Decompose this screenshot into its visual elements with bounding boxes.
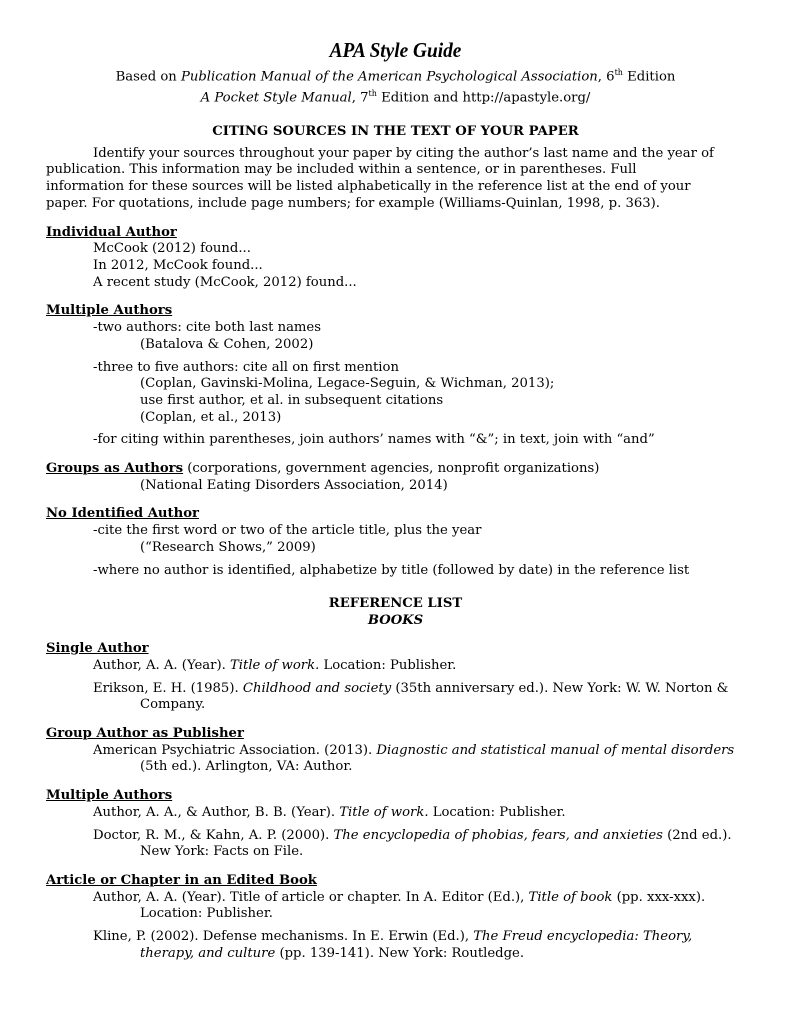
ref-text: (2nd ed.). New York: Facts on File.: [140, 827, 732, 860]
subtitle-text: , 6: [597, 69, 615, 85]
example-line: In 2012, McCook found...: [93, 258, 263, 273]
books-heading: BOOKS: [367, 613, 424, 629]
rule-line: -for citing within parentheses, join authors’ names with “&”; in text, join with “and”: [93, 432, 655, 448]
subtitle-line-2: [46, 86, 745, 107]
ref-text: Kline, P. (2002). Defense mechanisms. In E. Erwin (Ed.),: [93, 929, 474, 945]
ordinal-suffix: th: [368, 88, 377, 98]
ref-text: Location: Publisher.: [319, 657, 457, 673]
rule-line: -cite the first word or two of the article title, plus the year: [93, 523, 482, 539]
reference-entry: [46, 681, 745, 714]
groups-line: [46, 461, 745, 478]
intro-line: information for these sources will be listed alphabetically in the reference list at the end of your: [46, 179, 691, 195]
ref-title: The encyclopedia of phobias, fears, and anxieties: [333, 827, 663, 843]
ref-text: (35th anniversary ed.). New York: W. W. Norton & Company.: [140, 680, 729, 713]
ref-text: Author, A. A. (Year).: [93, 657, 231, 673]
ref-text: (5th ed.). Arlington, VA: Author.: [140, 759, 353, 775]
groups-desc: (corporations, government agencies, nonprofit organizations): [183, 461, 600, 477]
multiple-authors-heading: Multiple Authors: [46, 303, 173, 319]
subtitle-text: , 7: [351, 90, 369, 106]
citing-heading: CITING SOURCES IN THE TEXT OF YOUR PAPER: [212, 123, 579, 139]
example-line: use first author, et al. in subsequent citations: [140, 392, 444, 408]
reference-entry: [46, 929, 745, 962]
ref-title: Title of work.: [339, 804, 429, 820]
single-author-heading: Single Author: [46, 641, 149, 657]
ref-text: (pp. xxx-xxx). Location: Publisher.: [140, 889, 706, 922]
ref-text: Author, A. A. (Year). Title of article or chapter. In A. Editor (Ed.),: [93, 889, 529, 905]
example-line: McCook (2012) found...: [93, 241, 251, 257]
ref-title: Diagnostic and statistical manual of mental disorders: [376, 742, 735, 758]
page-title: APA Style Guide: [329, 38, 462, 62]
example-line: A recent study (McCook, 2012) found...: [93, 274, 357, 290]
ordinal-suffix: th: [614, 68, 623, 77]
ref-text: Erikson, E. H. (1985).: [93, 680, 243, 696]
ref-text: American Psychiatric Association. (2013).: [93, 742, 377, 758]
ref-title: Title of book: [528, 889, 613, 905]
manual-title: Publication Manual of the American Psychological Association: [181, 69, 598, 85]
groups-as-authors-heading: Groups as Authors: [46, 461, 184, 477]
example-line: (National Eating Disorders Association, 2014): [140, 477, 448, 493]
intro-line: publication. This information may be included within a sentence, or in parentheses. Full: [46, 162, 637, 178]
reference-entry: [46, 743, 745, 776]
example-line: (“Research Shows,” 2009): [140, 539, 316, 555]
group-author-heading: Group Author as Publisher: [46, 726, 244, 742]
reference-entry: [46, 658, 745, 675]
rule-line: -where no author is identified, alphabetize by title (followed by date) in the reference list: [93, 562, 690, 578]
subtitle-line-1: [46, 65, 745, 86]
intro-line: paper. For quotations, include page numbers; for example (Williams-Quinlan, 1998, p. 363).: [46, 195, 660, 211]
subtitle-text: Based on: [115, 69, 181, 85]
reference-entry: [46, 828, 745, 861]
reference-list-heading: REFERENCE LIST: [328, 596, 463, 612]
subtitle-text: Edition and http://apastyle.org/: [376, 90, 591, 106]
manual-title: A Pocket Style Manual: [200, 90, 352, 106]
no-identified-author-heading: No Identified Author: [46, 506, 199, 522]
subtitle-text: Edition: [622, 69, 676, 85]
chapter-heading: Article or Chapter in an Edited Book: [46, 872, 317, 888]
ref-title: The Freud encyclopedia: Theory, therapy, and culture: [140, 929, 693, 961]
example-line: (Coplan, et al., 2013): [140, 409, 282, 425]
rule-line: -three to five authors: cite all on first mention: [93, 359, 399, 375]
reference-entry: [46, 805, 745, 822]
example-line: (Batalova & Cohen, 2002): [140, 336, 314, 352]
multiple-authors-ref-heading: Multiple Authors: [46, 788, 173, 804]
rule-line: -two authors: cite both last names: [93, 320, 322, 336]
reference-entry: [46, 890, 745, 923]
ref-text: (pp. 139-141). New York: Routledge.: [275, 945, 525, 961]
ref-text: Location: Publisher.: [428, 804, 566, 820]
example-line: (Coplan, Gavinski-Molina, Legace-Seguin, & Wichman, 2013);: [140, 376, 555, 392]
ref-text: Author, A. A., & Author, B. B. (Year).: [93, 804, 340, 820]
ref-title: Childhood and society: [242, 680, 392, 696]
individual-author-heading: Individual Author: [46, 224, 177, 240]
intro-line: Identify your sources throughout your paper by citing the author’s last name and the year of: [93, 145, 714, 161]
ref-text: Doctor, R. M., & Kahn, A. P. (2000).: [93, 827, 334, 843]
ref-title: Title of work.: [230, 657, 320, 673]
